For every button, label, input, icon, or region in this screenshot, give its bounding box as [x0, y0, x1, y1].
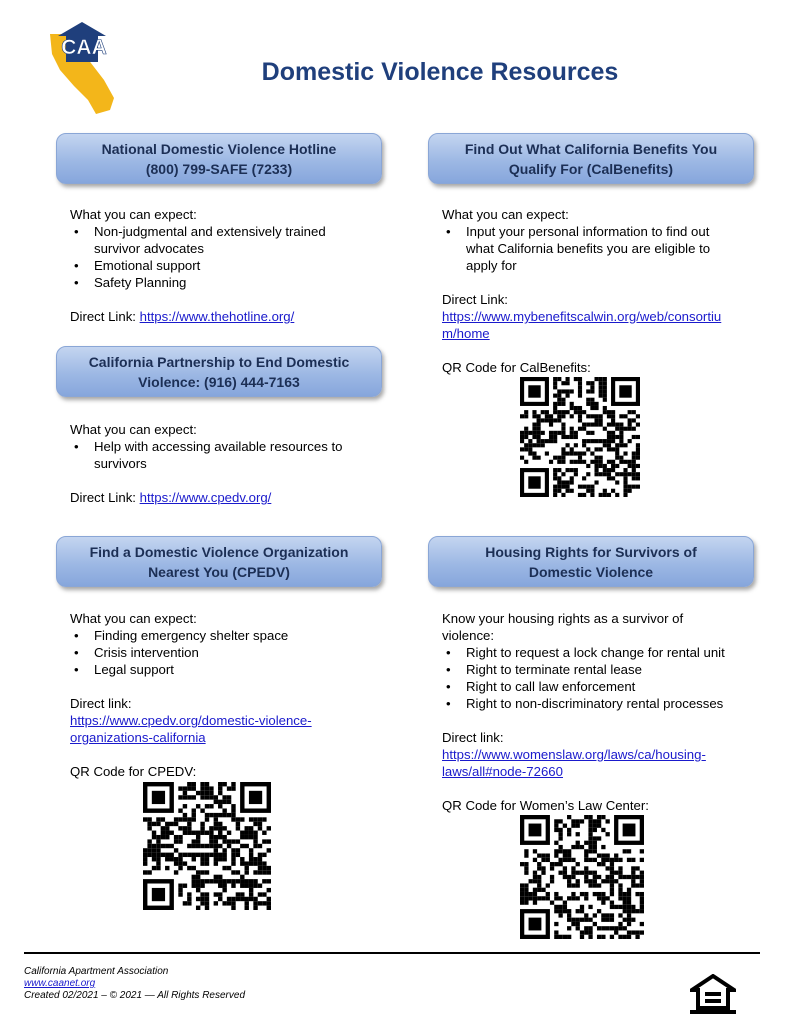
direct-link-label: Direct link:: [70, 696, 132, 711]
list-item: • Right to request a lock change for rental unit: [442, 644, 772, 661]
hotline-link[interactable]: https://www.thehotline.org/: [139, 309, 295, 324]
direct-link-label: Direct link:: [442, 730, 504, 745]
equal-housing-icon: [690, 974, 736, 1014]
footer-divider: [24, 952, 760, 954]
expect-label: What you can expect:: [70, 422, 197, 437]
list-item: • Right to call law enforcement: [442, 678, 772, 695]
header-hotline-line1: National Domestic Violence Hotline: [101, 140, 337, 157]
direct-link-label: Direct Link:: [70, 309, 136, 324]
list-item: • Help with accessing available resources to survivors: [70, 438, 380, 472]
header-find-org-line1: Find a Domestic Violence Organization: [89, 543, 349, 560]
direct-link-label: Direct Link:: [70, 490, 136, 505]
header-find-org-line2: Nearest You (CPEDV): [148, 563, 290, 580]
list-item: • Right to non-discriminatory rental processes: [442, 695, 772, 712]
header-housing: [428, 536, 754, 587]
page-title: Domestic Violence Resources: [261, 58, 619, 86]
footer-url-link[interactable]: www.caanet.org: [24, 978, 96, 989]
section-find-org: [70, 610, 380, 780]
expect-label: What you can expect:: [442, 207, 569, 222]
list-item: • Right to terminate rental lease: [442, 661, 772, 678]
header-calbenefits-line1: Find Out What California Benefits You: [464, 140, 718, 157]
header-hotline: [56, 133, 382, 184]
direct-link-label: Direct Link:: [442, 292, 508, 307]
section-housing: [442, 610, 772, 814]
list-item: • Legal support: [70, 661, 380, 678]
expect-label: What you can expect:: [70, 207, 197, 222]
section-cpedv: [70, 421, 380, 506]
qr-code-cpedv: [143, 781, 271, 911]
expect-label: What you can expect:: [70, 611, 197, 626]
qr-label: QR Code for CalBenefits:: [442, 360, 591, 375]
housing-link[interactable]: https://www.womenslaw.org/laws/ca/housing- laws/all#node-72660: [442, 747, 706, 779]
header-hotline-line2: (800) 799-SAFE (7233): [145, 160, 293, 177]
qr-label: QR Code for Women’s Law Center:: [442, 798, 649, 813]
header-calbenefits-line2: Qualify For (CalBenefits): [508, 160, 674, 177]
header-find-org: [56, 536, 382, 587]
header-cpedv-line1: California Partnership to End Domestic: [88, 353, 350, 370]
list-item: • Finding emergency shelter space: [70, 627, 380, 644]
header-housing-line1: Housing Rights for Survivors of: [485, 543, 697, 560]
header-cpedv: [56, 346, 382, 397]
footer: [24, 966, 245, 1002]
footer-org: California Apartment Association: [24, 966, 169, 977]
footer-created: Created 02/2021 – © 2021 — All Rights Reserved: [24, 990, 246, 1001]
header-housing-line2: Domestic Violence: [528, 563, 654, 580]
qr-code-womens-law: [520, 814, 644, 940]
section-calbenefits: [442, 206, 762, 376]
list-item: • Crisis intervention: [70, 644, 380, 661]
section-hotline: [70, 206, 380, 325]
housing-intro: Know your housing rights as a survivor of violence:: [442, 611, 684, 643]
header-calbenefits: [428, 133, 754, 184]
find-org-link[interactable]: https://www.cpedv.org/domestic-violence- organizations-california: [70, 713, 312, 745]
caa-logo: [44, 18, 124, 118]
qr-label: QR Code for CPEDV:: [70, 764, 197, 779]
qr-code-calbenefits: [520, 376, 640, 498]
calbenefits-link[interactable]: https://www.mybenefitscalwin.org/web/consortiu m/home: [442, 309, 722, 341]
list-item: • Non-judgmental and extensively trained survivor advocates: [70, 223, 380, 257]
logo-text: CAA: [61, 36, 107, 59]
header-cpedv-line2: Violence: (916) 444-7163: [138, 373, 300, 390]
list-item: • Input your personal information to find out what California benefits you are eligible to apply for: [442, 223, 762, 274]
list-item: • Emotional support: [70, 257, 380, 274]
cpedv-link[interactable]: https://www.cpedv.org/: [139, 490, 272, 505]
list-item: • Safety Planning: [70, 274, 380, 291]
